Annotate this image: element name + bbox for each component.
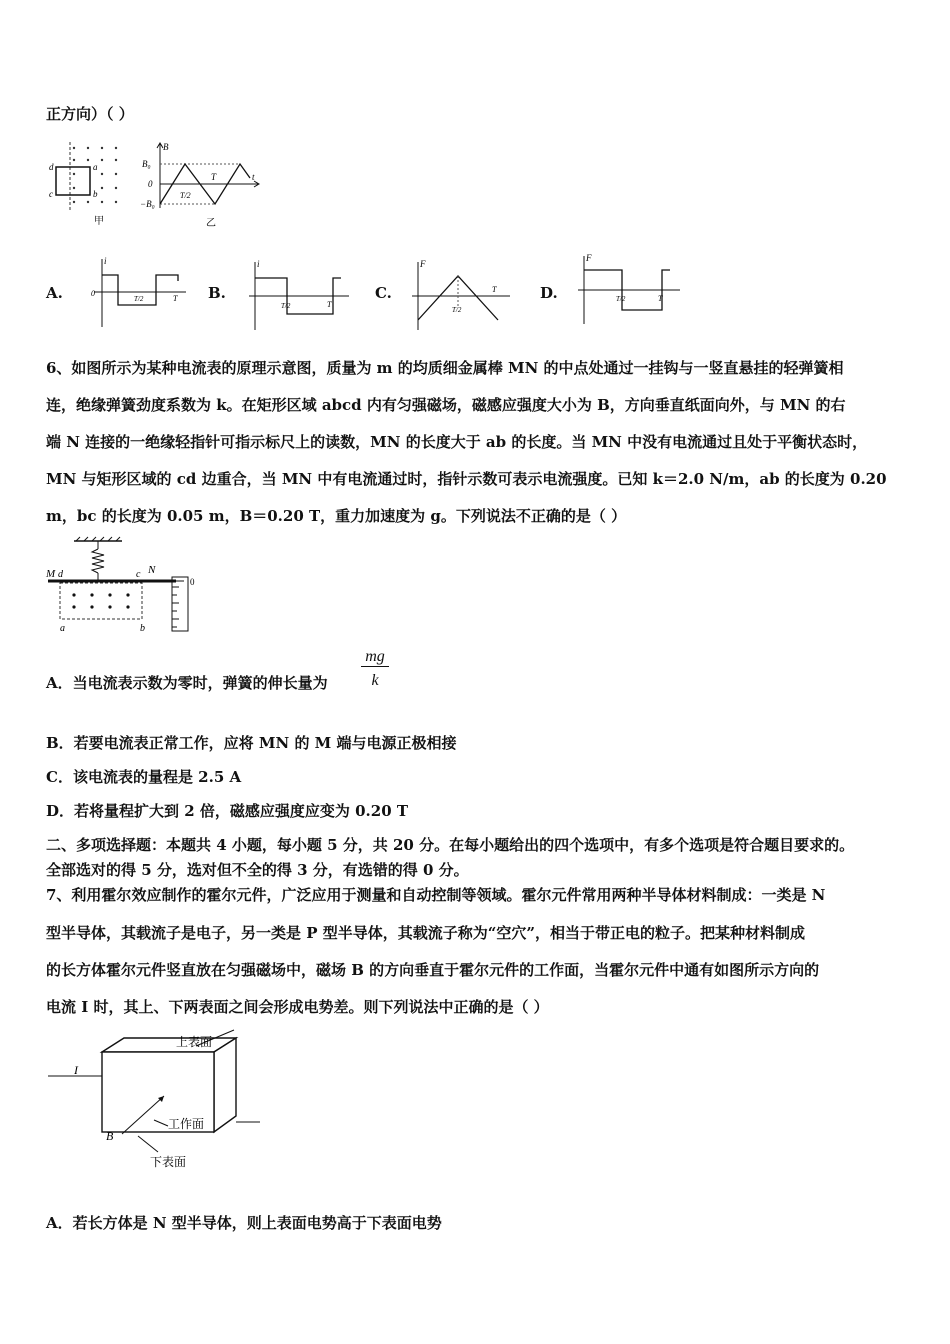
svg-text:T: T [492,285,497,294]
q6-label-b: b [140,623,145,634]
q6-option-b[interactable]: B．若要电流表正常工作，应将 MN 的 M 端与电源正极相接 [46,734,457,752]
q6-line-2: 连，绝缘弹簧劲度系数为 k。在矩形区域 abcd 内有匀强磁场，磁感应强度大小为 B，方向垂直纸面向外，与 MN 的右 [46,396,846,414]
q7-line-1: 7、利用霍尔效应制作的霍尔元件，广泛应用于测量和自动控制等领域。霍尔元件常用两种半导体材料制成：一类是 N [46,886,826,904]
q6-frac-den: k [371,672,379,689]
q6-line-5: m，bc 的长度为 0.05 m，B＝0.20 T，重力加速度为 g。下列说法不正确的是（ ） [46,507,627,525]
yi-half-t: T/2 [180,191,191,200]
yi-neg-b0: −B₀ [140,199,155,209]
q7-line-3: 的长方体霍尔元件竖直放在匀强磁场中，磁场 B 的方向垂直于霍尔元件的工作面，当霍尔元件中通有如图所示方向的 [46,961,820,979]
jia-label-a: a [93,162,98,172]
q7-option-a[interactable]: A．若长方体是 N 型半导体，则上表面电势高于下表面电势 [46,1214,442,1232]
q6-figure [44,535,214,635]
q6-line-3: 端 N 连接的一绝缘轻指针可指示标尺上的读数，MN 的长度大于 ab 的长度。当 MN 中没有电流通过且处于平衡状态时， [46,433,868,451]
q7-label-bottom: 下表面 [150,1155,187,1169]
q6-scale-zero: 0 [190,577,195,587]
q5-figure-jia [44,140,134,230]
q5-option-a-graph[interactable] [86,255,191,329]
svg-text:T: T [658,294,663,303]
q6-label-n: N [148,564,156,576]
q5-text-tail: 正方向）（ ） [46,105,134,123]
q6-frac-num: mg [361,648,389,667]
q5-option-d-label[interactable]: D. [540,284,558,302]
yi-t: T [211,172,217,182]
svg-text:T: T [173,294,178,303]
q6-line-1: 6、如图所示为某种电流表的原理示意图，质量为 m 的均质细金属棒 MN 的中点处通过一挂钩与一竖直悬挂的轻弹簧相 [46,359,844,377]
q6-label-c: c [136,569,141,580]
q7-label-top: 上表面 [176,1035,213,1049]
q6-option-a[interactable]: A．当电流表示数为零时，弹簧的伸长量为 [46,674,328,692]
q5-option-d-graph[interactable] [574,252,686,326]
yi-zero: 0 [148,179,153,189]
svg-text:T/2: T/2 [616,295,626,303]
jia-label-c: c [49,189,53,199]
q6-option-d[interactable]: D．若将量程扩大到 2 倍，磁感应强度应变为 0.20 T [46,802,409,820]
q7-hall-figure [46,1030,266,1175]
q5-option-c-label[interactable]: C. [375,284,392,302]
q6-option-c[interactable]: C．该电流表的量程是 2.5 A [46,768,242,786]
yi-caption: 乙 [206,218,216,229]
q7-label-work: 工作面 [168,1117,205,1131]
q7-label-b: B [106,1129,114,1143]
yi-b0: B₀ [142,159,151,169]
q7-label-i: I [74,1063,78,1077]
q6-label-d: d [58,569,63,580]
q6-line-4: MN 与矩形区域的 cd 边重合，当 MN 中有电流通过时，指针示数可表示电流强度。已知 k＝2.0 N/m，ab 的长度为 0.20 [46,470,887,488]
d-axis-f: F [586,253,592,263]
q7-line-4: 电流 I 时，其上、下两表面之间会形成电势差。则下列说法中正确的是（ ） [46,998,549,1016]
q5-option-b-label[interactable]: B. [208,284,226,302]
a-axis-i: i [104,256,107,266]
yi-axis-t: t [252,172,255,182]
svg-text:T/2: T/2 [281,302,291,310]
q6-label-m: M [46,568,56,580]
q7-line-2: 型半导体，其载流子是电子，另一类是 P 型半导体，其载流子称为“空穴”，相当于带正电的粒子。把某种材料制成 [46,924,805,942]
q5-option-b-graph[interactable] [245,258,355,332]
svg-text:0: 0 [91,289,95,298]
svg-text:T/2: T/2 [134,295,144,303]
section2-line-1: 二、多项选择题：本题共 4 小题，每小题 5 分，共 20 分。在每小题给出的四个选项中，有多个选项是符合题目要求的。 [46,836,855,854]
jia-label-d: d [49,162,54,172]
q5-option-c-graph[interactable] [410,258,520,332]
b-axis-i: i [257,259,260,269]
c-axis-f: F [420,259,426,269]
jia-label-b: b [93,189,98,199]
svg-text:T: T [327,300,332,309]
q5-figure-yi [140,140,265,232]
svg-text:T/2: T/2 [452,306,462,314]
q6-label-a: a [60,623,65,634]
jia-caption: 甲 [94,216,104,227]
section2-line-2: 全部选对的得 5 分，选对但不全的得 3 分，有选错的得 0 分。 [46,861,469,879]
yi-axis-b: B [163,142,169,152]
q5-option-a-label[interactable]: A. [46,284,63,302]
